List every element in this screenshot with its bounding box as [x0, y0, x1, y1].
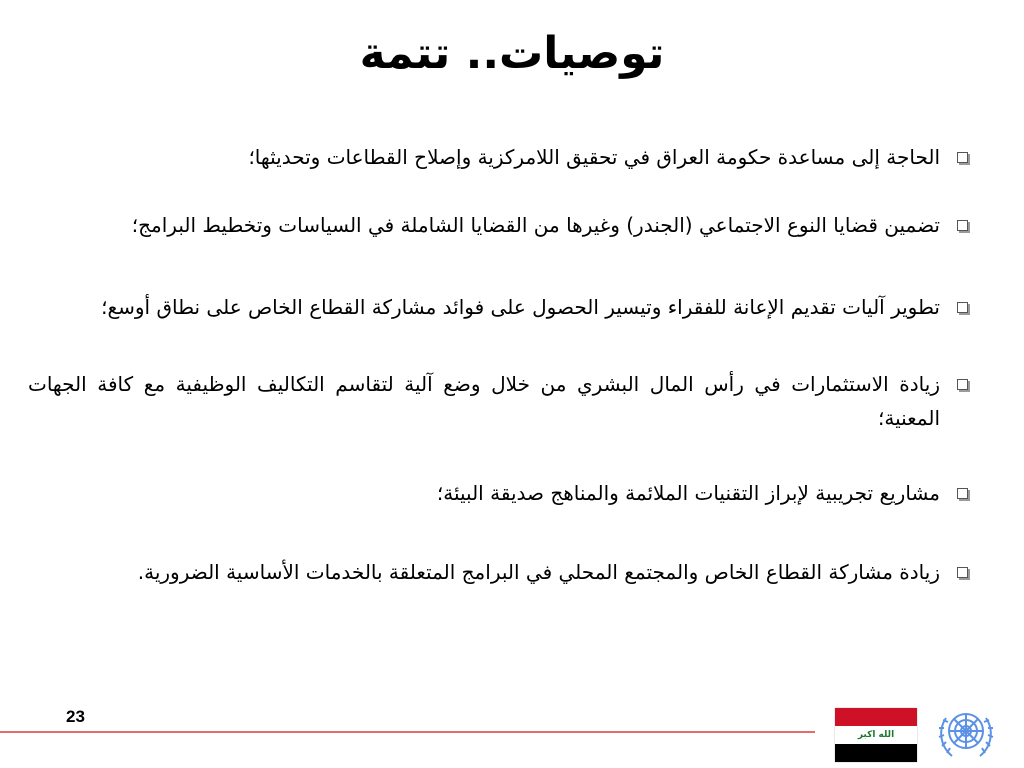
square-bullet-icon: [957, 567, 968, 578]
list-item: [28, 290, 968, 324]
flag-band-red: [835, 708, 917, 726]
list-item: [28, 140, 968, 174]
bullet-list: [28, 140, 968, 589]
iraq-flag-icon: [835, 708, 917, 762]
bullet-text: زيادة الاستثمارات في رأس المال البشري من خلال وضع آلية لتقاسم التكاليف الوظيفية مع كافة الجهات المعنية؛: [28, 372, 940, 430]
square-bullet-icon: [957, 152, 968, 163]
square-bullet-icon: [957, 488, 968, 499]
flag-emblem-text: الله اكبر: [857, 730, 895, 740]
bullet-text: مشاريع تجريبية لإبراز التقنيات الملائمة والمناهج صديقة البيئة؛: [436, 481, 940, 505]
bullet-text: تطوير آليات تقديم الإعانة للفقراء وتيسير الحصول على فوائد مشاركة القطاع الخاص على نطاق أوسع؛: [101, 295, 940, 319]
flag-band-white: [835, 726, 917, 744]
footer-divider: [0, 731, 815, 733]
bullet-text: تضمين قضايا النوع الاجتماعي (الجندر) وغيرها من القضايا الشاملة في السياسات وتخطيط البرامج؛: [131, 213, 940, 237]
square-bullet-icon: [957, 379, 968, 390]
flag-band-black: [835, 744, 917, 762]
list-item: [28, 555, 968, 589]
slide-title: توصيات.. تتمة: [359, 28, 665, 79]
square-bullet-icon: [957, 220, 968, 231]
square-bullet-icon: [957, 302, 968, 313]
page-number: 23: [66, 707, 85, 726]
un-emblem-icon: [934, 702, 998, 766]
list-item: [28, 476, 968, 510]
bullet-text: زيادة مشاركة القطاع الخاص والمجتمع المحلي في البرامج المتعلقة بالخدمات الأساسية الضرورية.: [137, 560, 940, 584]
list-item: [28, 208, 968, 242]
bullet-text: الحاجة إلى مساعدة حكومة العراق في تحقيق اللامركزية وإصلاح القطاعات وتحديثها؛: [248, 145, 940, 169]
list-item: [28, 367, 968, 435]
